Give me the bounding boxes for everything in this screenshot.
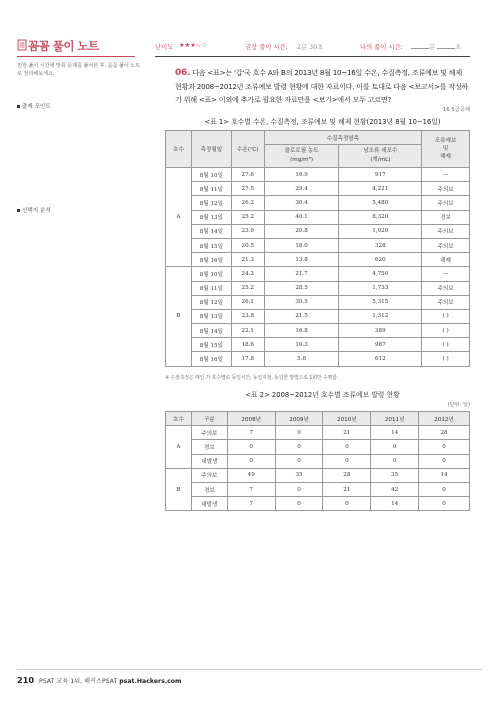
cyano-cell: 5,315 <box>339 295 422 309</box>
chlorophyll-cell: 30.5 <box>264 295 339 309</box>
chlorophyll-cell: 10.3 <box>264 338 339 352</box>
footer-url[interactable]: psat.Hackers.com <box>119 678 182 685</box>
header-divider <box>155 56 470 57</box>
table-row <box>166 324 470 338</box>
forecast-status-cell: 주의보 <box>422 295 470 309</box>
header-water-quality: 수질측정항목 <box>264 131 421 145</box>
minute-blank[interactable] <box>411 48 429 49</box>
chlorophyll-cell: 20.8 <box>264 224 339 238</box>
notebook-icon <box>17 39 27 51</box>
forecast-status-cell: — <box>422 267 470 281</box>
lake-cell: B <box>166 267 192 366</box>
days-cell: 14 <box>419 468 470 482</box>
table-row <box>166 454 470 468</box>
table2-header-cell: 2012년 <box>419 412 470 426</box>
table-row <box>166 196 470 210</box>
days-cell: 49 <box>227 468 275 482</box>
date-cell: 8월 13일 <box>191 309 231 323</box>
days-cell: 35 <box>371 468 419 482</box>
forecast-status-cell: 경보 <box>422 210 470 224</box>
header-cyanobacteria <box>339 145 422 168</box>
my-time-fields <box>411 42 461 51</box>
date-cell: 8월 11일 <box>191 182 231 196</box>
sidebar-title: 꼼꼼 풀이 노트 <box>28 39 99 53</box>
table1-caption: <표 1> 호수별 수온, 수질측정, 조류예보 및 해제 현황(2013년 8월 10~16일) <box>204 118 441 126</box>
cyano-cell: 1,312 <box>339 309 422 323</box>
forecast-line-2: 및 <box>442 146 449 152</box>
chlorophyll-cell: 18.0 <box>264 238 339 252</box>
alert-type-cell: 대발생 <box>191 454 227 468</box>
cyano-cell: 389 <box>339 324 422 338</box>
chlorophyll-cell: 5.8 <box>264 352 339 366</box>
minute-unit: 분 <box>429 44 436 51</box>
second-blank[interactable] <box>437 48 455 49</box>
date-cell: 8월 12일 <box>191 295 231 309</box>
table-row <box>166 440 470 454</box>
days-cell: 21 <box>323 482 371 496</box>
days-cell: 0 <box>227 440 275 454</box>
days-cell: 35 <box>275 468 323 482</box>
chlorophyll-cell: 16.8 <box>264 324 339 338</box>
date-cell: 8월 10일 <box>191 168 231 182</box>
table-row <box>166 281 470 295</box>
date-cell: 8월 15일 <box>191 338 231 352</box>
days-cell: 0 <box>323 497 371 511</box>
days-cell: 0 <box>371 440 419 454</box>
cyano-cell: 4,221 <box>339 182 422 196</box>
chlorophyll-unit: (mg/m³) <box>290 157 314 163</box>
forecast-status-cell: ( ) <box>422 324 470 338</box>
days-cell: 0 <box>275 454 323 468</box>
page-number: 210 <box>17 675 35 685</box>
temp-cell: 27.5 <box>231 182 264 196</box>
forecast-status-cell: ( ) <box>422 309 470 323</box>
footer-text <box>39 676 181 685</box>
bullet-square-icon <box>17 105 20 108</box>
cyano-cell: 328 <box>339 238 422 252</box>
forecast-status-cell: 주의보 <box>422 238 470 252</box>
temp-cell: 18.6 <box>231 338 264 352</box>
lake-cell: B <box>166 468 192 511</box>
temp-cell: 26.2 <box>231 196 264 210</box>
table2-unit: (단위: 일) <box>447 402 470 408</box>
days-cell: 7 <box>227 482 275 496</box>
cyano-cell: 987 <box>339 338 422 352</box>
table-row <box>166 497 470 511</box>
table-row <box>166 426 470 440</box>
table-row <box>166 295 470 309</box>
sidebar-bullet-label: 출제 포인트 <box>22 104 51 110</box>
days-cell: 0 <box>275 482 323 496</box>
cyano-cell: 1,733 <box>339 281 422 295</box>
bullet-square-icon <box>17 209 20 212</box>
date-cell: 8월 15일 <box>191 238 231 252</box>
forecast-status-cell: 해제 <box>422 253 470 267</box>
header-date: 측정월일 <box>191 131 231 168</box>
recommended-time-value: 2분 30초 <box>297 44 324 51</box>
days-cell: 21 <box>323 426 371 440</box>
days-cell: 28 <box>419 426 470 440</box>
table1-note: ※ 수질측정은 매일 각 호수별로 동일시간, 동일지점, 동일한 방법으로 1회만 수행함. <box>165 375 339 381</box>
sidebar-divider <box>17 56 135 57</box>
chlorophyll-cell: 40.1 <box>264 210 339 224</box>
forecast-line-1: 조류예보 <box>434 138 457 144</box>
chlorophyll-cell: 29.4 <box>264 182 339 196</box>
temp-cell: 25.2 <box>231 210 264 224</box>
sidebar-bullet-label: 선택지 분석 <box>22 208 51 214</box>
cyano-unit: (개/mL) <box>370 157 391 163</box>
table1 <box>165 130 470 367</box>
question-text: 다음 <표>는 '갑'국 호수 A와 B의 2013년 8월 10~16일 수온, 수질측정, 조류예보 및 해제 현황과 2008~2012년 조류예보 발령 현황에 대한 자료이다. 이를 토대로 다음 <보고서>를 작성하기 위해 <표> 이외에 추가로 필요한 자료만을 <보기>에서 모두 고르면? <box>175 68 469 104</box>
sidebar-bullet-analysis <box>17 206 51 214</box>
header-chlorophyll <box>264 145 339 168</box>
table-row <box>166 352 470 366</box>
temp-cell: 27.6 <box>231 168 264 182</box>
table-row <box>166 182 470 196</box>
table2 <box>165 411 470 511</box>
cyano-cell: 5,480 <box>339 196 422 210</box>
question-block <box>175 66 470 106</box>
table2-header-cell: 2009년 <box>275 412 323 426</box>
chlorophyll-label: 클로로필 농도 <box>284 148 319 154</box>
temp-cell: 24.2 <box>231 267 264 281</box>
study-note-sidebar <box>0 0 150 707</box>
header-temp: 수온(℃) <box>231 131 264 168</box>
days-cell: 0 <box>419 440 470 454</box>
footer-brand: PSAT 교육 1위, 해커스PSAT <box>39 678 118 685</box>
temp-cell: 23.8 <box>231 309 264 323</box>
temp-cell: 17.8 <box>231 352 264 366</box>
cyano-cell: 4,750 <box>339 267 422 281</box>
table2-header-cell: 2010년 <box>323 412 371 426</box>
forecast-status-cell: — <box>422 168 470 182</box>
table2-header-cell: 호수 <box>166 412 192 426</box>
alert-type-cell: 주의보 <box>191 426 227 440</box>
table-row <box>166 210 470 224</box>
question-source: 16 5급공채 <box>442 107 470 113</box>
table-row <box>166 168 470 182</box>
days-cell: 14 <box>371 426 419 440</box>
second-unit: 초 <box>455 44 462 51</box>
forecast-line-3: 해제 <box>440 154 451 160</box>
cyano-cell: 8,320 <box>339 210 422 224</box>
forecast-status-cell: ( ) <box>422 338 470 352</box>
table-row <box>166 224 470 238</box>
temp-cell: 22.1 <box>231 324 264 338</box>
date-cell: 8월 16일 <box>191 352 231 366</box>
recommended-time-label: 권장 풀이 시간: <box>245 44 288 51</box>
difficulty-label: 난이도 <box>155 44 174 51</box>
days-cell: 0 <box>227 454 275 468</box>
table-row <box>166 309 470 323</box>
question-meta-bar <box>155 42 470 54</box>
table-row <box>166 338 470 352</box>
days-cell: 7 <box>227 426 275 440</box>
days-cell: 0 <box>323 454 371 468</box>
forecast-status-cell: 주의보 <box>422 196 470 210</box>
days-cell: 7 <box>227 497 275 511</box>
alert-type-cell: 대발생 <box>191 497 227 511</box>
table2-header-cell: 구분 <box>191 412 227 426</box>
table-row <box>166 267 470 281</box>
lake-cell: A <box>166 168 192 267</box>
temp-cell: 26.1 <box>231 295 264 309</box>
header-lake: 호수 <box>166 131 192 168</box>
days-cell: 42 <box>371 482 419 496</box>
days-cell: 0 <box>419 454 470 468</box>
days-cell: 0 <box>419 497 470 511</box>
chlorophyll-cell: 13.8 <box>264 253 339 267</box>
date-cell: 8월 10일 <box>191 267 231 281</box>
cyano-cell: 917 <box>339 168 422 182</box>
days-cell: 0 <box>371 454 419 468</box>
question-number: 06. <box>175 68 191 78</box>
cyano-cell: 1,020 <box>339 224 422 238</box>
table-row <box>166 482 470 496</box>
table2-header-cell: 2011년 <box>371 412 419 426</box>
forecast-status-cell: ( ) <box>422 352 470 366</box>
table2-caption: <표 2> 2008~2012년 호수별 조류예보 발령 현황 <box>245 391 400 399</box>
sidebar-description: 권장 풀이 시간에 맞춰 문제를 풀어본 후, 꼼꼼 풀이 노트로 정리해보세요. <box>17 63 141 77</box>
days-cell: 0 <box>275 497 323 511</box>
days-cell: 0 <box>323 440 371 454</box>
difficulty-stars: ★★★☆☆ <box>179 42 208 49</box>
cyano-label: 남조류 세포수 <box>363 148 398 154</box>
temp-cell: 21.3 <box>231 253 264 267</box>
temp-cell: 20.5 <box>231 238 264 252</box>
chlorophyll-cell: 21.5 <box>264 309 339 323</box>
days-cell: 0 <box>275 440 323 454</box>
date-cell: 8월 14일 <box>191 324 231 338</box>
page-footer <box>17 675 483 689</box>
date-cell: 8월 14일 <box>191 224 231 238</box>
header-forecast <box>422 131 470 168</box>
footer-divider <box>17 669 483 670</box>
my-time-label: 나의 풀이 시간: <box>360 44 403 51</box>
date-cell: 8월 16일 <box>191 253 231 267</box>
days-cell: 0 <box>419 482 470 496</box>
chlorophyll-cell: 28.5 <box>264 281 339 295</box>
table-row <box>166 238 470 252</box>
chlorophyll-cell: 30.4 <box>264 196 339 210</box>
cyano-cell: 612 <box>339 352 422 366</box>
days-cell: 0 <box>275 426 323 440</box>
table-row <box>166 468 470 482</box>
date-cell: 8월 11일 <box>191 281 231 295</box>
days-cell: 28 <box>323 468 371 482</box>
alert-type-cell: 경보 <box>191 482 227 496</box>
date-cell: 8월 13일 <box>191 210 231 224</box>
lake-cell: A <box>166 426 192 469</box>
chlorophyll-cell: 21.7 <box>264 267 339 281</box>
alert-type-cell: 주의보 <box>191 468 227 482</box>
forecast-status-cell: 주의보 <box>422 281 470 295</box>
temp-cell: 23.9 <box>231 224 264 238</box>
sidebar-bullet-point <box>17 102 51 110</box>
temp-cell: 25.2 <box>231 281 264 295</box>
forecast-status-cell: 주의보 <box>422 182 470 196</box>
chlorophyll-cell: 16.9 <box>264 168 339 182</box>
cyano-cell: 620 <box>339 253 422 267</box>
alert-type-cell: 경보 <box>191 440 227 454</box>
date-cell: 8월 12일 <box>191 196 231 210</box>
table2-header-cell: 2008년 <box>227 412 275 426</box>
days-cell: 14 <box>371 497 419 511</box>
table-row <box>166 253 470 267</box>
forecast-status-cell: 주의보 <box>422 224 470 238</box>
